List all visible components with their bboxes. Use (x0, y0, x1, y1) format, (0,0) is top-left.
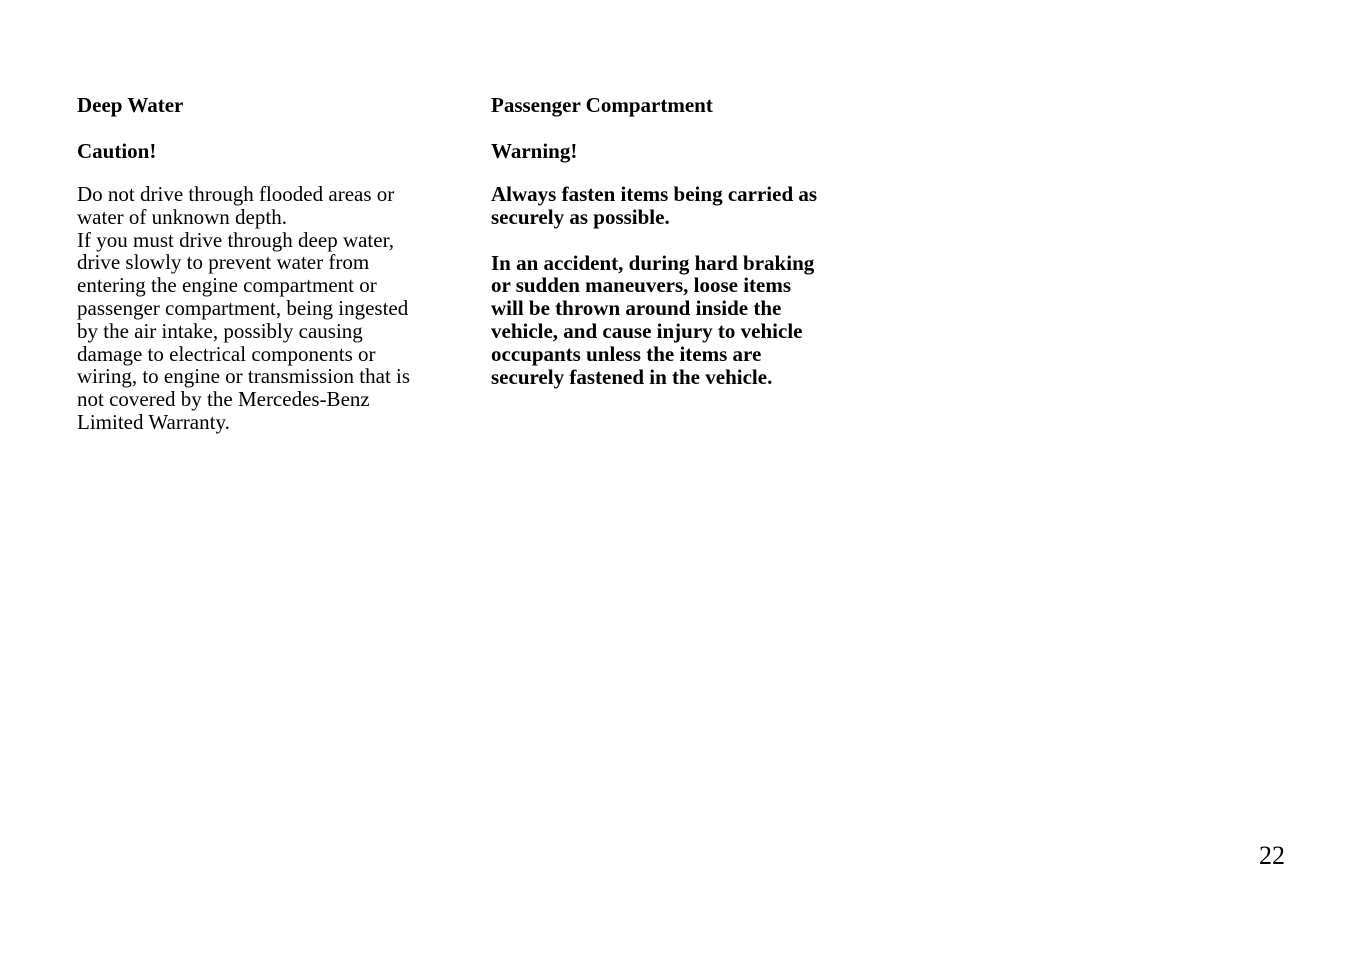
text-line: Always fasten items being carried as (491, 182, 818, 206)
text-line: Do not drive through flooded areas or (77, 182, 395, 206)
text-line: not covered by the Mercedes-Benz (77, 387, 370, 412)
text-line: If you must drive through deep water, (77, 227, 394, 252)
text-line: by the air intake, possibly causing (77, 318, 363, 343)
page-number: 22 (1259, 841, 1285, 870)
caution-paragraph-2 (77, 229, 449, 434)
warning-paragraph-2 (491, 252, 861, 389)
text-line: wiring, to engine or transmission that is (77, 364, 411, 389)
text-line: Limited Warranty. (77, 409, 230, 434)
text-line: securely fastened in the vehicle. (491, 364, 773, 389)
text-line: occupants unless the items are (491, 341, 762, 366)
right-column (491, 92, 861, 388)
text-line: water of unknown depth. (77, 204, 287, 229)
text-line: entering the engine compartment or (77, 273, 377, 298)
text-line: drive slowly to prevent water from (77, 250, 370, 275)
warning-label: Warning! (491, 139, 578, 163)
left-column (77, 92, 449, 434)
warning-paragraph-1 (491, 183, 861, 229)
text-line: In an accident, during hard braking (491, 250, 815, 275)
text-line: securely as possible. (491, 204, 670, 229)
caution-paragraph-1 (77, 183, 449, 229)
text-line: will be thrown around inside the (491, 296, 782, 321)
text-line: passenger compartment, being ingested (77, 295, 409, 320)
text-line: or sudden maneuvers, loose items (491, 273, 792, 298)
caution-label: Caution! (77, 139, 157, 163)
section-heading-deep-water: Deep Water (77, 93, 184, 117)
text-line: vehicle, and cause injury to vehicle (491, 318, 803, 343)
text-line: damage to electrical components or (77, 341, 376, 366)
section-heading-passenger-compartment: Passenger Compartment (491, 93, 713, 117)
